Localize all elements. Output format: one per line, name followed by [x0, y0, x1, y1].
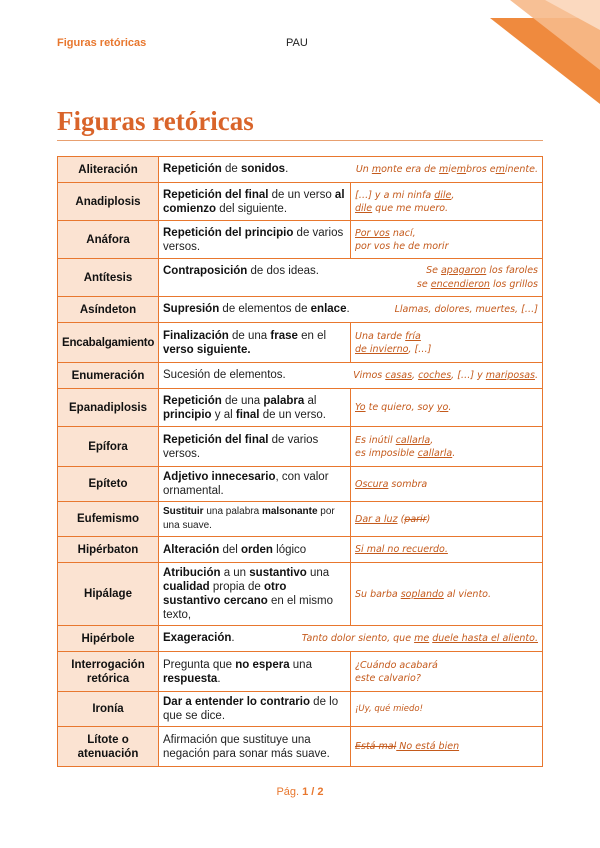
table-row: [58, 563, 543, 626]
corner-decoration: [450, 0, 600, 104]
definition-cell: Contraposición de dos ideas. Se apagaron los faroles se encendieron los grillos: [159, 259, 543, 297]
term-cell: Lítote o atenuación: [58, 727, 159, 767]
definition-cell: Repetición del final de varios versos.: [159, 427, 351, 467]
table-row: [58, 297, 543, 323]
definition-cell: Dar a entender lo contrario de lo que se dice.: [159, 692, 351, 727]
term-cell: Eufemismo: [58, 502, 159, 537]
example-cell: Oscura sombra: [351, 467, 543, 502]
definition-cell: Pregunta que no espera una respuesta.: [159, 652, 351, 692]
example-cell: Si mal no recuerdo.: [351, 537, 543, 563]
definition-cell: Supresión de elementos de enlace. Llamas, dolores, muertes, […]: [159, 297, 543, 323]
term-cell: Aliteración: [58, 157, 159, 183]
definition-cell: Exageración. Tanto dolor siento, que me duele hasta el aliento.: [159, 626, 543, 652]
example-text: Vimos casas, coches, […] y mariposas.: [353, 370, 538, 381]
example-cell: […] y a mi ninfa dile, dile que me muero.: [351, 183, 543, 221]
example-cell: ¿Cuándo acabará este calvario?: [351, 652, 543, 692]
table-row: [58, 652, 543, 692]
table-row: [58, 692, 543, 727]
page-separator: /: [308, 786, 318, 798]
example-cell: Por vos nací, por vos he de morir: [351, 221, 543, 259]
page-title: Figuras retóricas: [57, 106, 254, 136]
table-row: [58, 323, 543, 363]
table-row: [58, 727, 543, 767]
table-row: [58, 157, 543, 183]
example-text: Se apagaron los faroles se encendieron los grillos: [416, 264, 538, 290]
table-row: [58, 537, 543, 563]
example-cell: Es inútil callarla, es imposible callarla.: [351, 427, 543, 467]
title-divider: [57, 140, 543, 141]
term-cell: Anadiplosis: [58, 183, 159, 221]
term-cell: Epífora: [58, 427, 159, 467]
term-cell: Ironía: [58, 692, 159, 727]
figures-table: [57, 156, 543, 767]
term-cell: Anáfora: [58, 221, 159, 259]
term-cell: Epanadiplosis: [58, 389, 159, 427]
example-text: Tanto dolor siento, que me duele hasta el aliento.: [301, 633, 538, 644]
page-label: Pág.: [276, 786, 303, 798]
definition-cell: Repetición del principio de varios versos.: [159, 221, 351, 259]
definition-cell: Finalización de una frase en el verso siguiente.: [159, 323, 351, 363]
table-row: [58, 502, 543, 537]
term-cell: Hipérbole: [58, 626, 159, 652]
table-row: [58, 626, 543, 652]
example-cell: Una tarde fría de invierno, […]: [351, 323, 543, 363]
example-text: Llamas, dolores, muertes, […]: [394, 304, 538, 315]
term-cell: Interrogación retórica: [58, 652, 159, 692]
definition-cell: Sucesión de elementos. Vimos casas, coches, […] y mariposas.: [159, 363, 543, 389]
definition-cell: Adjetivo innecesario, con valor ornamental.: [159, 467, 351, 502]
term-cell: Encabalgamiento: [58, 323, 159, 363]
term-cell: Hipérbaton: [58, 537, 159, 563]
page-total: 2: [317, 786, 324, 798]
table-row: [58, 427, 543, 467]
example-cell: Su barba soplando al viento.: [351, 563, 543, 626]
definition-cell: Sustituir una palabra malsonante por una suave.: [159, 502, 351, 537]
table-row: [58, 467, 543, 502]
example-cell: Yo te quiero, soy yo.: [351, 389, 543, 427]
table-row: [58, 363, 543, 389]
example-text: Un monte era de miembros eminente.: [355, 164, 538, 175]
definition-cell: Repetición del final de un verso al comienzo del siguiente.: [159, 183, 351, 221]
term-cell: Epíteto: [58, 467, 159, 502]
definition-cell: Repetición de sonidos. Un monte era de miembros eminente.: [159, 157, 543, 183]
table-row: [58, 221, 543, 259]
page-footer: [0, 786, 600, 798]
page-current: 1: [302, 786, 309, 798]
term-cell: Hipálage: [58, 563, 159, 626]
table-row: [58, 389, 543, 427]
example-cell: Está mal No está bien: [351, 727, 543, 767]
term-cell: Antítesis: [58, 259, 159, 297]
header-subject: PAU: [286, 37, 308, 49]
header-doc-title: Figuras retóricas: [57, 37, 147, 49]
definition-cell: Afirmación que sustituye una negación para sonar más suave.: [159, 727, 351, 767]
term-cell: Enumeración: [58, 363, 159, 389]
term-cell: Asíndeton: [58, 297, 159, 323]
definition-cell: Alteración del orden lógico: [159, 537, 351, 563]
table-row: [58, 259, 543, 297]
definition-cell: Repetición de una palabra al principio y al final de un verso.: [159, 389, 351, 427]
example-cell: Dar a luz (parir): [351, 502, 543, 537]
definition-cell: Atribución a un sustantivo una cualidad propia de otro sustantivo cercano en el mismo texto,: [159, 563, 351, 626]
example-cell: ¡Uy, qué miedo!: [351, 692, 543, 727]
table-row: [58, 183, 543, 221]
